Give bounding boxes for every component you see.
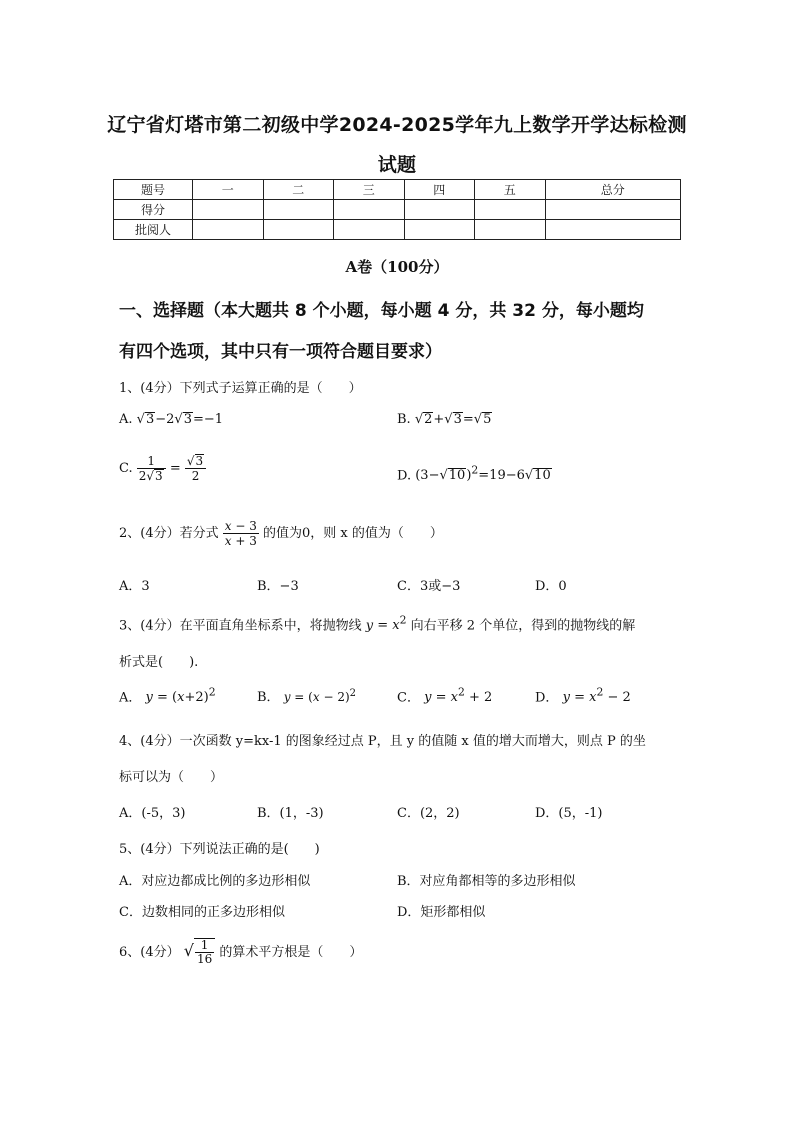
math-expression: $y = (x - 2)^2$ — [283, 688, 357, 704]
score-cell[interactable] — [263, 200, 334, 220]
q2-option-b[interactable]: B．−3 — [257, 579, 299, 594]
score-table-header-cell: 总分 — [545, 180, 681, 200]
question-3-line2: 析式是( ). — [119, 655, 199, 670]
score-table-header-row — [114, 180, 681, 200]
exam-title-line1: 辽宁省灯塔市第二初级中学2024-2025学年九上数学开学达标检测 — [107, 114, 687, 136]
q4-option-d[interactable]: D．(5，-1) — [535, 806, 603, 821]
q5-option-a[interactable]: A．对应边都成比例的多边形相似 — [119, 874, 311, 889]
q3-option-c[interactable] — [397, 686, 492, 705]
question-6-stem — [119, 938, 362, 966]
score-cell[interactable] — [334, 200, 405, 220]
score-table-header-cell: 题号 — [114, 180, 193, 200]
q1-option-a[interactable] — [119, 412, 223, 427]
math-expression: √ — [183, 941, 194, 961]
option-letter: D. — [397, 468, 412, 484]
q2-option-d[interactable]: D．0 — [535, 579, 567, 594]
score-table-row — [114, 200, 681, 220]
math-expression: $(3-√10)^2=19-6√10$ — [415, 464, 551, 484]
q2-option-a[interactable]: A．3 — [119, 579, 150, 594]
math-expression: $\frac{1}{2√3}$ = $\frac{√3}{2}$ — [137, 461, 206, 476]
score-cell[interactable] — [545, 200, 681, 220]
question-4-line2: 标可以为（ ） — [119, 770, 224, 785]
math-expression: $y = (x+2)^2$ — [145, 686, 216, 706]
q6-stem-pre: 6、(4分） — [119, 945, 180, 961]
score-cell[interactable] — [193, 220, 264, 240]
option-letter: A． — [119, 690, 142, 706]
score-cell[interactable] — [475, 220, 546, 240]
q6-stem-post: 的算术平方根是（ ） — [219, 945, 363, 961]
score-row-label: 得分 — [114, 200, 193, 220]
q5-option-b[interactable]: B．对应角都相等的多边形相似 — [397, 874, 576, 889]
q3-stem-post: 向右平移 2 个单位，得到的抛物线的解 — [410, 618, 636, 634]
math-expression: y — [365, 618, 374, 634]
q1-option-d[interactable] — [397, 464, 552, 484]
q3-stem-pre: 3、(4分）在平面直角坐标系中，将抛物线 — [119, 618, 362, 634]
question-4-line1: 4、(4分）一次函数 y=kx-1 的图象经过点 P，且 y 的值随 x 值的增大而增大，则点 P 的坐 — [119, 734, 646, 749]
math-expression: √3−2√3=−1 — [136, 412, 224, 427]
option-letter: B． — [257, 690, 280, 705]
section-heading-line1: 一、选择题（本大题共 8 个小题，每小题 4 分，共 32 分，每小题均 — [119, 301, 644, 321]
q4-option-a[interactable]: A．(-5，3) — [119, 806, 186, 821]
score-row-label: 批阅人 — [114, 220, 193, 240]
q5-option-d[interactable]: D．矩形都相似 — [397, 905, 486, 920]
math-expression: $y = x^2 - 2$ — [562, 686, 631, 706]
math-expression: $\frac{1}{16}$ — [194, 938, 215, 966]
q2-option-c[interactable]: C．3或−3 — [397, 579, 461, 594]
fraction-expression: $\frac{x - 3}{x + 3}$ — [224, 519, 257, 548]
q3-option-b[interactable] — [257, 686, 356, 705]
option-letter: A. — [119, 412, 133, 427]
score-table-header-cell: 三 — [334, 180, 405, 200]
score-cell[interactable] — [404, 220, 475, 240]
question-1-stem: 1、(4分）下列式子运算正确的是（ ） — [119, 381, 362, 396]
question-5-stem: 5、(4分）下列说法正确的是( ) — [119, 842, 320, 857]
score-cell[interactable] — [334, 220, 405, 240]
math-expression: = $x^2$ — [373, 614, 407, 634]
q2-stem-post: 的值为0，则 x 的值为（ ） — [263, 526, 443, 541]
score-table-header-cell: 二 — [263, 180, 334, 200]
score-table-header-cell: 五 — [475, 180, 546, 200]
section-heading-line2: 有四个选项，其中只有一项符合题目要求） — [119, 342, 442, 362]
option-letter: B. — [397, 412, 411, 427]
q5-option-c[interactable]: C．边数相同的正多边形相似 — [119, 905, 285, 920]
exam-title-line2: 试题 — [377, 154, 417, 176]
score-cell[interactable] — [404, 200, 475, 220]
math-expression: $y = x^2 + 2$ — [424, 686, 493, 706]
score-cell[interactable] — [193, 200, 264, 220]
score-table — [113, 179, 681, 240]
score-cell[interactable] — [263, 220, 334, 240]
question-2-stem — [119, 519, 443, 548]
math-expression: √2+√3=√5 — [414, 412, 492, 427]
q1-option-c[interactable] — [119, 454, 206, 483]
q3-option-a[interactable] — [119, 686, 216, 705]
score-table-header-cell: 四 — [404, 180, 475, 200]
q2-stem-pre: 2、(4分）若分式 — [119, 526, 219, 541]
question-3-stem — [119, 614, 635, 633]
option-letter: D． — [535, 690, 559, 706]
score-table-header-cell: 一 — [193, 180, 264, 200]
q3-option-d[interactable] — [535, 686, 631, 705]
q4-option-c[interactable]: C．(2，2) — [397, 806, 460, 821]
option-letter: C． — [397, 690, 420, 706]
option-letter: C. — [119, 461, 133, 477]
score-cell[interactable] — [475, 200, 546, 220]
score-cell[interactable] — [545, 220, 681, 240]
juan-heading: A卷（100分） — [345, 258, 449, 276]
score-table-row — [114, 220, 681, 240]
q4-option-b[interactable]: B．(1，-3) — [257, 806, 324, 821]
q1-option-b[interactable] — [397, 412, 492, 427]
